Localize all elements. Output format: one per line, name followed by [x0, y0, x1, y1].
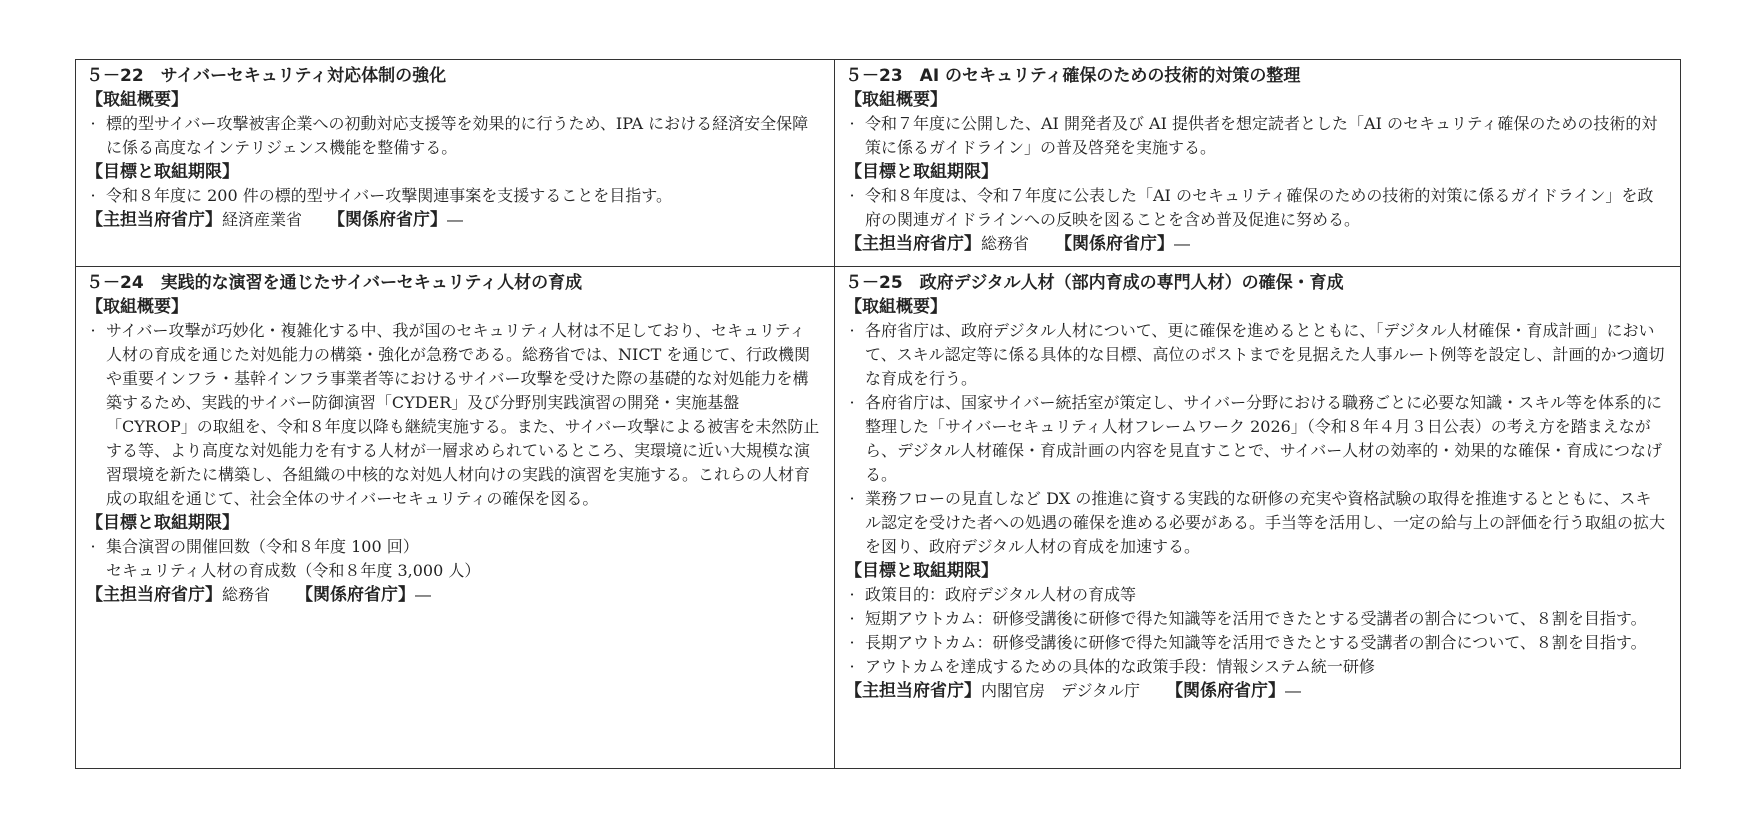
related-value: ―: [447, 210, 464, 229]
goals-heading: 【目標と取組期限】: [86, 513, 239, 533]
measure-cell-5-24: [76, 267, 835, 768]
responsible-ministries: [845, 232, 1666, 256]
measure-title: ５－24 実践的な演習を通じたサイバーセキュリティ人材の育成: [86, 273, 583, 293]
measure-cell-5-25: [835, 267, 1680, 768]
overview-heading: 【取組概要】: [86, 90, 188, 110]
measure-cell-5-23: [835, 60, 1680, 267]
lead-value: 経済産業省: [222, 210, 303, 229]
list-item: · 令和７年度に公開した、AI 開発者及び AI 提供者を想定読者とした「AI のセキュリティ確保のための技術的対策に係るガイドライン」の普及啓発を実施する。: [849, 114, 1658, 157]
goals-heading: 【目標と取組期限】: [86, 162, 239, 182]
list-item: · 集合演習の開催回数（令和８年度 100 回）: [90, 537, 419, 556]
goals-list: [845, 184, 1666, 232]
responsible-ministries: [845, 679, 1666, 703]
lead-value: 総務省: [222, 585, 271, 604]
overview-heading: 【取組概要】: [86, 297, 188, 317]
overview-list: [845, 112, 1666, 160]
related-value: ―: [1285, 681, 1302, 700]
related-label: 【関係府省庁】: [328, 210, 448, 230]
related-label: 【関係府省庁】: [296, 585, 416, 605]
list-item: · アウトカムを達成するための具体的な政策手段：情報システム統一研修: [849, 657, 1375, 676]
goals-list: [845, 583, 1666, 679]
list-item: · 業務フローの見直しなど DX の推進に資する実践的な研修の充実や資格試験の取得を推進するとともに、スキル認定を受けた者への処遇の確保を進める必要がある。手当等を活用し、一定の給与上の評価を行う取組の拡大を図り、政府デジタル人材の育成を加速する。: [849, 489, 1666, 556]
goals-list: [86, 535, 820, 583]
list-item: · 各府省庁は、国家サイバー統括室が策定し、サイバー分野における職務ごとに必要な知識・スキル等を体系的に整理した「サイバーセキュリティ人材フレームワーク 2026」（令和８年４月３日公表）の考え方を踏まえながら、デジタル人材確保・育成計画の内容を見直すことで、サイバー人材の効率的・効果的な確保・育成につなげる。: [849, 393, 1662, 484]
measure-title: ５－22 サイバーセキュリティ対応体制の強化: [86, 66, 447, 86]
measures-table: [75, 59, 1681, 769]
overview-list: [845, 319, 1666, 559]
lead-label: 【主担当府省庁】: [845, 234, 981, 254]
measure-cell-5-22: [76, 60, 835, 267]
list-item: セキュリティ人材の育成数（令和８年度 3,000 人）: [106, 561, 481, 580]
overview-heading: 【取組概要】: [845, 90, 947, 110]
related-value: ―: [1174, 234, 1191, 253]
measure-title: ５－25 政府デジタル人材（部内育成の専門人材）の確保・育成: [845, 273, 1344, 293]
overview-heading: 【取組概要】: [845, 297, 947, 317]
related-value: ―: [415, 585, 432, 604]
list-item: · サイバー攻撃が巧妙化・複雑化する中、我が国のセキュリティ人材は不足しており、セキュリティ人材の育成を通じた対処能力の構築・強化が急務である。総務省では、NICT を通じて、行政機関や重要インフラ・基幹インフラ事業者等におけるサイバー攻撃を受けた際の基礎的な対処能力を構築するため、実践的サイバー防御演習「CYDER」及び分野別実践演習の開発・実施基盤「CYROP」の取組を、令和８年度以降も継続実施する。また、サイバー攻撃による被害を未然防止する等、より高度な対処能力を有する人材が一層求められているところ、実環境に近い大規模な演習環境を新たに構築し、各組織の中核的な対処人材向けの実践的演習を実施する。これらの人材育成の取組を通じて、社会全体のサイバーセキュリティの確保を図る。: [90, 321, 820, 508]
overview-list: [86, 112, 820, 160]
list-item: · 令和８年度に 200 件の標的型サイバー攻撃関連事案を支援することを目指す。: [90, 186, 672, 205]
list-item: · 標的型サイバー攻撃被害企業への初動対応支援等を効果的に行うため、IPA における経済安全保障に係る高度なインテリジェンス機能を整備する。: [90, 114, 809, 157]
lead-label: 【主担当府省庁】: [845, 681, 981, 701]
list-item: · 政策目的：政府デジタル人材の育成等: [849, 585, 1137, 604]
list-item: · 長期アウトカム：研修受講後に研修で得た知識等を活用できたとする受講者の割合について、８割を目指す。: [849, 633, 1647, 652]
goals-list: [86, 184, 820, 208]
goals-heading: 【目標と取組期限】: [845, 162, 998, 182]
overview-list: [86, 319, 820, 511]
goals-heading: 【目標と取組期限】: [845, 561, 998, 581]
responsible-ministries: [86, 583, 820, 607]
lead-label: 【主担当府省庁】: [86, 585, 222, 605]
lead-value: 総務省: [981, 234, 1030, 253]
responsible-ministries: [86, 208, 820, 232]
lead-label: 【主担当府省庁】: [86, 210, 222, 230]
list-item: · 令和８年度は、令和７年度に公表した「AI のセキュリティ確保のための技術的対策に係るガイドライン」を政府の関連ガイドラインへの反映を図ることを含め普及促進に努める。: [849, 186, 1654, 229]
measure-title: ５－23 AI のセキュリティ確保のための技術的対策の整理: [845, 66, 1301, 86]
list-item: · 各府省庁は、政府デジタル人材について、更に確保を進めるとともに、「デジタル人材確保・育成計画」において、スキル認定等に係る具体的な目標、高位のポストまでを見据えた人事ルート例等を設定し、計画的かつ適切な育成を行う。: [849, 321, 1665, 388]
lead-value: 内閣官房 デジタル庁: [981, 681, 1141, 700]
related-label: 【関係府省庁】: [1166, 681, 1286, 701]
list-item: · 短期アウトカム：研修受講後に研修で得た知識等を活用できたとする受講者の割合について、８割を目指す。: [849, 609, 1647, 628]
related-label: 【関係府省庁】: [1055, 234, 1175, 254]
